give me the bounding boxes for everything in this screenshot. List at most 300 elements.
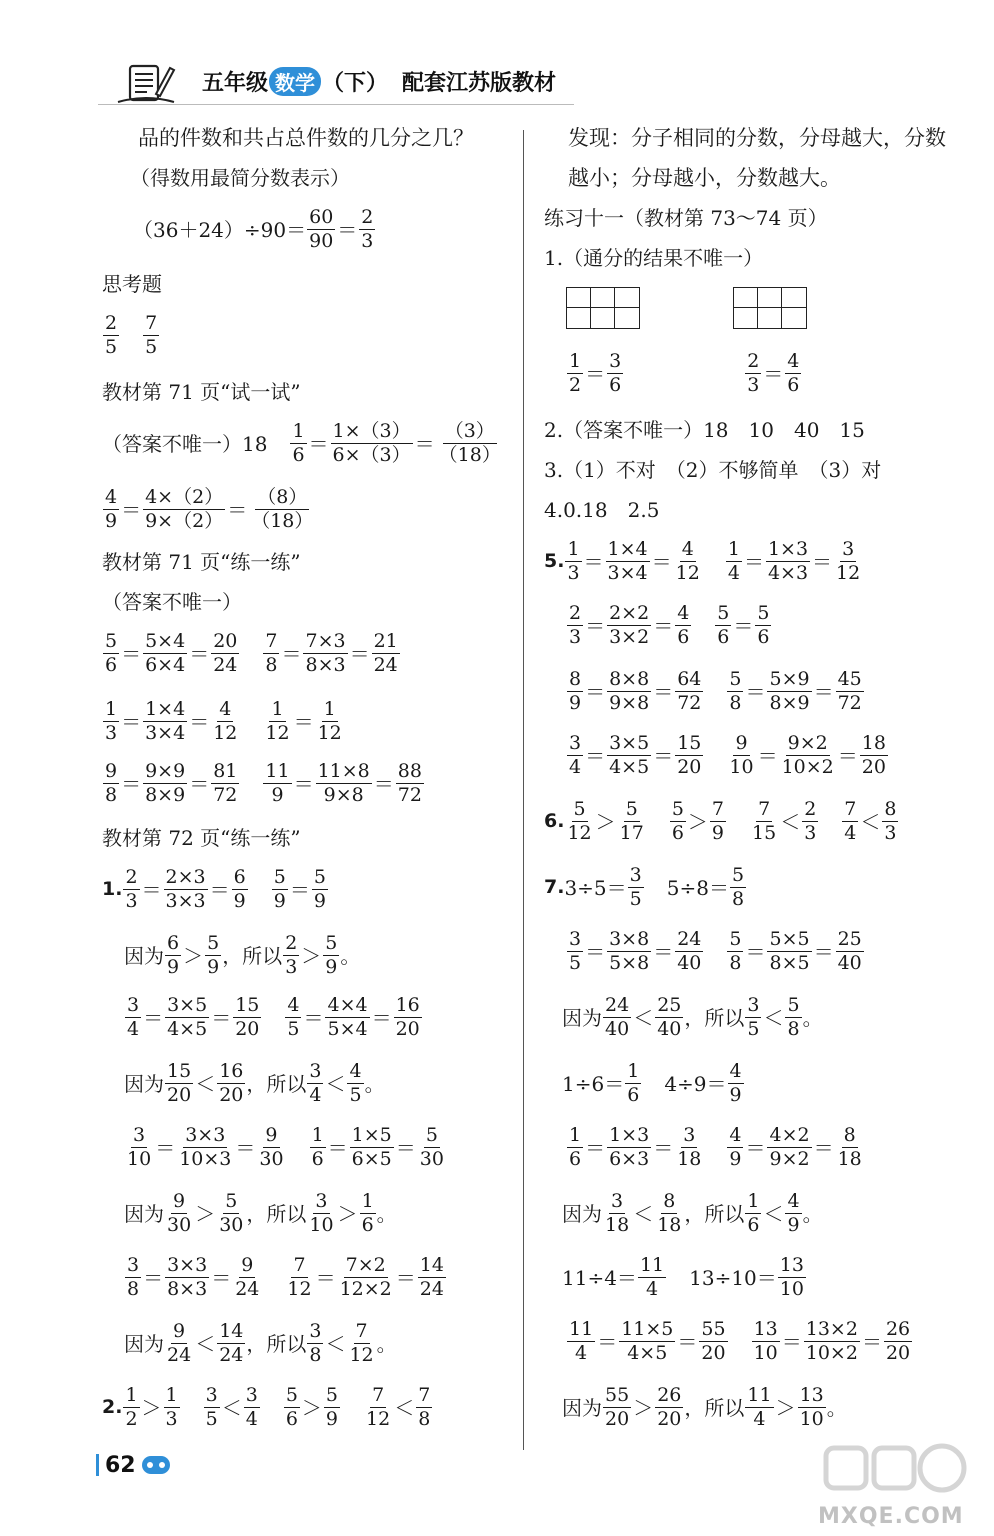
denominator: 3	[125, 890, 138, 912]
denominator: 8	[731, 888, 745, 910]
fraction	[232, 868, 248, 911]
numerator: 4	[681, 538, 694, 560]
exercise-1-title	[544, 248, 763, 268]
numerator: 3	[127, 994, 140, 1016]
numerator: 5	[717, 602, 730, 624]
equals: ＝	[653, 679, 674, 704]
denominator: 8×3	[167, 1278, 208, 1300]
denominator: 9	[787, 1214, 800, 1236]
equals: ＝	[337, 217, 358, 242]
q1-row-a	[102, 868, 329, 911]
numerator: 20	[213, 630, 238, 652]
fraction	[372, 632, 400, 675]
equals: ＝	[189, 641, 210, 666]
numerator: 1	[567, 538, 580, 560]
fraction	[745, 352, 761, 395]
denominator: 24	[419, 1278, 444, 1300]
text: （答案不唯一）18	[102, 431, 268, 456]
equals: ＝	[293, 709, 314, 734]
numerator: 1	[125, 1384, 138, 1406]
text: 教材第 71 页“试一试”	[102, 380, 301, 404]
equals: ＝	[812, 549, 833, 574]
less-than: ＜	[763, 1005, 784, 1030]
denominator: 10×3	[179, 1148, 232, 1170]
equals: ＝	[653, 1135, 674, 1160]
fraction	[699, 1320, 727, 1363]
fraction-grid-left	[566, 287, 640, 329]
numerator: 6	[167, 932, 180, 954]
exercise-7-row-e	[562, 1256, 807, 1299]
denominator: 12	[287, 1278, 312, 1300]
numerator: 13	[779, 1254, 804, 1276]
practice71-note	[102, 592, 242, 612]
equals: ＝	[653, 613, 674, 638]
denominator: 40	[605, 1018, 630, 1040]
denominator: 3	[285, 956, 298, 978]
fraction	[103, 488, 119, 531]
numerator: 26	[885, 1318, 911, 1340]
denominator: 17	[619, 822, 644, 844]
fraction	[143, 314, 159, 357]
denominator: 24	[167, 1344, 192, 1366]
denominator: 3	[361, 230, 374, 252]
denominator: 9	[105, 510, 118, 532]
text: 因为	[562, 1201, 602, 1226]
denominator: 30	[167, 1214, 192, 1236]
fraction	[233, 1256, 261, 1299]
denominator: 2	[569, 374, 582, 396]
equation	[122, 868, 328, 911]
numerator: 4	[677, 602, 690, 624]
less-than: ＜	[394, 1395, 415, 1420]
denominator: 24	[219, 1344, 244, 1366]
equals: ＝	[585, 361, 606, 386]
numerator: 7	[758, 798, 771, 820]
page-footer	[96, 1452, 170, 1478]
denominator: 8	[787, 1018, 800, 1040]
numerator: 7	[355, 1320, 368, 1342]
fraction	[272, 868, 288, 911]
denominator: 9	[233, 890, 246, 912]
text: 发现：分子相同的分数，分母越大，分数	[568, 126, 946, 150]
text: （得数用最简分数表示）	[130, 166, 350, 190]
fraction	[638, 1256, 666, 1299]
denominator: 5×8	[609, 952, 650, 974]
numerator: 5	[285, 1384, 298, 1406]
fraction	[103, 762, 119, 805]
denominator: 6	[717, 626, 730, 648]
equals: ＝	[585, 679, 606, 704]
numerator: 4×4	[327, 994, 368, 1016]
numerator: 4	[287, 994, 300, 1016]
denominator: 12	[675, 562, 700, 584]
fraction	[607, 352, 623, 395]
numerator: 5	[573, 798, 586, 820]
text: 练习十一（教材第 73～74 页）	[544, 206, 828, 230]
denominator: 4	[844, 822, 857, 844]
numerator: 4×2	[769, 1124, 810, 1146]
denominator: 20	[677, 756, 702, 778]
text: 因为	[124, 1071, 164, 1096]
denominator: 10×2	[805, 1342, 858, 1364]
try-line-b	[102, 488, 316, 531]
denominator: 10	[753, 1342, 778, 1364]
denominator: 18	[657, 1214, 682, 1236]
denominator: 8	[729, 692, 742, 714]
fraction	[125, 996, 141, 1039]
denominator: 8	[265, 654, 278, 676]
fraction	[249, 488, 315, 531]
fraction	[103, 314, 119, 357]
expression: （36＋24）÷90＝	[133, 217, 307, 242]
fraction	[842, 800, 858, 843]
exercise-7-row-c	[562, 1062, 745, 1105]
numerator: 13	[799, 1384, 824, 1406]
fraction	[606, 540, 650, 583]
denominator: 6×5	[351, 1148, 392, 1170]
q1-since-a	[124, 934, 360, 977]
numerator: 24	[605, 994, 630, 1016]
fraction	[283, 934, 299, 977]
numerator: 25	[837, 928, 862, 950]
numerator: 3	[309, 1320, 322, 1342]
fraction	[325, 996, 369, 1039]
equals: ＝	[121, 497, 142, 522]
fraction	[655, 996, 683, 1039]
exercise-5-row-a	[544, 540, 863, 583]
numerator: 3×5	[609, 732, 650, 754]
fraction	[316, 700, 344, 743]
equals: ＝	[289, 877, 310, 902]
fraction	[607, 670, 651, 713]
numerator: 1	[292, 420, 305, 442]
denominator: 20	[167, 1084, 192, 1106]
fraction	[884, 1320, 912, 1363]
equals: ＝	[813, 939, 834, 964]
comparisons	[564, 800, 899, 843]
fraction	[715, 604, 731, 647]
numerator: 4	[787, 350, 800, 372]
text: 。	[364, 1071, 385, 1096]
numerator: 5	[325, 1384, 339, 1406]
fraction	[164, 868, 208, 911]
fraction	[730, 866, 746, 909]
numerator: 21	[373, 630, 398, 652]
fraction	[767, 670, 811, 713]
header-edition: 配套江苏版教材	[402, 71, 557, 96]
fraction	[233, 996, 261, 1039]
fraction	[798, 1386, 826, 1429]
text: 。	[376, 1331, 397, 1356]
numerator: 7	[711, 798, 725, 820]
denominator: 18	[837, 1148, 862, 1170]
numerator: 5	[105, 630, 118, 652]
denominator: 12	[213, 722, 238, 744]
numerator: 26	[657, 1384, 682, 1406]
text: ，所以	[246, 1201, 307, 1226]
numerator: 13	[753, 1318, 778, 1340]
fraction	[394, 996, 422, 1039]
equals: ＝	[395, 1135, 416, 1160]
numerator: 8	[884, 798, 897, 820]
denominator: 12×2	[339, 1278, 392, 1300]
try-line-a	[102, 422, 504, 465]
fraction	[143, 700, 187, 743]
text: 。	[802, 1201, 823, 1226]
header-grade: 五年级	[202, 71, 269, 96]
question-number: 7.	[544, 876, 565, 898]
numerator: 9	[241, 1254, 254, 1276]
denominator: 5	[349, 1084, 362, 1106]
numerator: 5	[313, 866, 326, 888]
numerator: 1	[323, 698, 336, 720]
numerator: 3	[245, 1384, 258, 1406]
denominator: 12	[349, 1344, 374, 1366]
equals: ＝	[813, 679, 834, 704]
denominator: 10	[779, 1278, 804, 1300]
numerator: 2×2	[609, 602, 650, 624]
text: 4÷9＝	[664, 1071, 727, 1096]
less-than: ＜	[763, 1201, 784, 1226]
numerator: 3×3	[185, 1124, 226, 1146]
practice71-row-1	[102, 632, 401, 675]
denominator: 5	[145, 336, 158, 358]
denominator: 9×（2）	[145, 510, 224, 532]
equals: ＝	[597, 1329, 618, 1354]
fraction	[217, 1322, 245, 1365]
numerator: 2×3	[165, 866, 206, 888]
equals: ＝	[143, 1005, 164, 1030]
left-line-3	[133, 208, 376, 251]
denominator: 4	[127, 1018, 140, 1040]
denominator: （18）	[438, 444, 501, 466]
less-than: ＜	[195, 1331, 216, 1356]
denominator: 5	[629, 888, 642, 910]
denominator: 5	[287, 1018, 300, 1040]
question-number: 1.	[102, 878, 123, 900]
equals: ＝	[414, 431, 435, 456]
numerator: 4	[787, 1190, 800, 1212]
text: ，所以	[684, 1201, 745, 1226]
numerator: 2	[361, 206, 374, 228]
numerator: 2	[747, 350, 760, 372]
denominator: 9	[325, 956, 338, 978]
equals: ＝	[653, 743, 674, 768]
numerator: 9	[265, 1124, 278, 1146]
numerator: 81	[213, 760, 238, 782]
denominator: 72	[837, 692, 862, 714]
denominator: 8	[418, 1408, 431, 1430]
numerator: （8）	[257, 486, 308, 508]
numerator: 1	[361, 1190, 374, 1212]
denominator: 40	[837, 952, 862, 974]
denominator: 3	[567, 562, 580, 584]
fraction	[263, 762, 291, 805]
fraction	[211, 700, 239, 743]
equals: ＝	[143, 1265, 164, 1290]
numerator: 11	[747, 1384, 772, 1406]
numerator: 3	[629, 864, 642, 886]
numerator: 5	[625, 798, 638, 820]
denominator: 8	[309, 1344, 322, 1366]
practice71-row-3	[102, 762, 425, 805]
fraction	[257, 1126, 285, 1169]
numerator: 9	[735, 732, 748, 754]
text: ，所以	[684, 1395, 745, 1420]
text: 。	[376, 1201, 397, 1226]
fraction	[205, 934, 221, 977]
denominator: 20	[861, 756, 886, 778]
numerator: 3	[205, 1384, 218, 1406]
numerator: 5	[225, 1190, 238, 1212]
denominator: 10	[127, 1148, 152, 1170]
denominator: 20	[395, 1018, 420, 1040]
numerator: 4	[729, 1060, 742, 1082]
fraction	[307, 1192, 335, 1235]
numerator: 15	[167, 1060, 192, 1082]
denominator: 12	[317, 722, 342, 744]
denominator: 30	[219, 1214, 244, 1236]
text: 因为	[562, 1005, 602, 1030]
greater-than: ＞	[301, 943, 322, 968]
denominator: 3	[804, 822, 817, 844]
less-than: ＜	[860, 809, 881, 834]
fraction	[745, 996, 761, 1039]
equals: ＝	[189, 771, 210, 796]
numerator: 2	[804, 798, 817, 820]
numerator: 11	[265, 760, 290, 782]
denominator: 3	[165, 1408, 178, 1430]
fraction	[307, 208, 335, 251]
equation	[564, 866, 747, 909]
numerator: 24	[677, 928, 702, 950]
numerator: 64	[677, 668, 702, 690]
numerator: 2	[285, 932, 298, 954]
equals: ＝	[211, 1265, 232, 1290]
equals: ＝	[583, 549, 604, 574]
numerator: 1×4	[607, 538, 648, 560]
fraction	[307, 1322, 323, 1365]
numerator: 9×9	[145, 760, 186, 782]
numerator: 5	[731, 864, 745, 886]
denominator: 9	[569, 692, 582, 714]
fraction	[619, 1320, 675, 1363]
numerator: 5	[207, 932, 220, 954]
fraction	[834, 540, 862, 583]
numerator: 3	[569, 732, 582, 754]
header-title	[202, 66, 556, 97]
fraction	[350, 1126, 394, 1169]
exercise-7-row-b	[566, 930, 865, 973]
fraction	[603, 996, 631, 1039]
greater-than: ＞	[183, 943, 204, 968]
fraction	[125, 1126, 153, 1169]
fraction	[860, 734, 888, 777]
fraction	[165, 1192, 193, 1235]
fraction	[338, 1256, 394, 1299]
numerator: 6	[233, 866, 246, 888]
exercise-5-row-b	[566, 604, 772, 647]
numerator: 1	[105, 698, 118, 720]
q2-row	[102, 1386, 433, 1429]
numerator: 11×5	[621, 1318, 674, 1340]
fraction	[165, 1322, 193, 1365]
numerator: 1	[569, 1124, 582, 1146]
fraction	[565, 540, 581, 583]
denominator: 8×3	[305, 654, 346, 676]
denominator: 20	[235, 1018, 260, 1040]
numerator: 5	[671, 798, 684, 820]
fraction	[123, 868, 139, 911]
text: 3.（1）不对 （2）不够简单 （3）对	[544, 458, 882, 482]
text: ，所以	[246, 1071, 307, 1096]
practice71-row-2	[102, 700, 345, 743]
fraction	[310, 1126, 326, 1169]
less-than: ＜	[780, 809, 801, 834]
denominator: 18	[677, 1148, 702, 1170]
q1-row-c	[124, 1126, 447, 1169]
fraction	[347, 1322, 375, 1365]
denominator: 6×3	[609, 1148, 650, 1170]
numerator: 5×5	[769, 928, 810, 950]
fraction	[778, 1256, 806, 1299]
numerator: 1×（3）	[332, 420, 411, 442]
fraction	[323, 934, 339, 977]
denominator: 20	[701, 1342, 726, 1364]
fraction	[312, 868, 328, 911]
fraction	[710, 800, 726, 843]
fraction	[607, 1126, 651, 1169]
denominator: 9×8	[609, 692, 650, 714]
numerator: 5	[757, 602, 770, 624]
equals: ＝	[733, 613, 754, 638]
numerator: 1	[727, 538, 740, 560]
denominator: 9	[325, 1408, 339, 1430]
fraction	[285, 996, 301, 1039]
numerator: 4	[219, 698, 232, 720]
fraction	[416, 1386, 432, 1429]
exercise-7-row-a	[544, 866, 747, 909]
text: 3÷5＝	[564, 875, 627, 900]
exercise-7-since-b	[562, 996, 823, 1039]
numerator: 16	[395, 994, 420, 1016]
fraction	[307, 1062, 323, 1105]
fraction	[750, 800, 778, 843]
denominator: 9	[271, 784, 284, 806]
fraction	[607, 930, 651, 973]
fraction	[437, 422, 503, 465]
text: ，所以	[684, 1005, 745, 1030]
fraction	[217, 1062, 245, 1105]
greater-than: ＞	[141, 1395, 162, 1420]
text: 1÷6＝	[562, 1071, 625, 1096]
denominator: 6	[757, 626, 770, 648]
numerator: 2	[105, 312, 118, 334]
denominator: 30	[419, 1148, 444, 1170]
denominator: 30	[259, 1148, 284, 1170]
denominator: 4×3	[767, 562, 809, 584]
numerator: 3	[133, 1124, 146, 1146]
equals: ＝	[209, 877, 230, 902]
equals: ＝	[141, 877, 162, 902]
numerator: 5×4	[145, 630, 186, 652]
denominator: 8×5	[769, 952, 810, 974]
fraction	[628, 866, 644, 909]
fraction	[785, 1192, 801, 1235]
fraction	[882, 800, 898, 843]
fraction	[726, 540, 742, 583]
fraction	[727, 670, 743, 713]
